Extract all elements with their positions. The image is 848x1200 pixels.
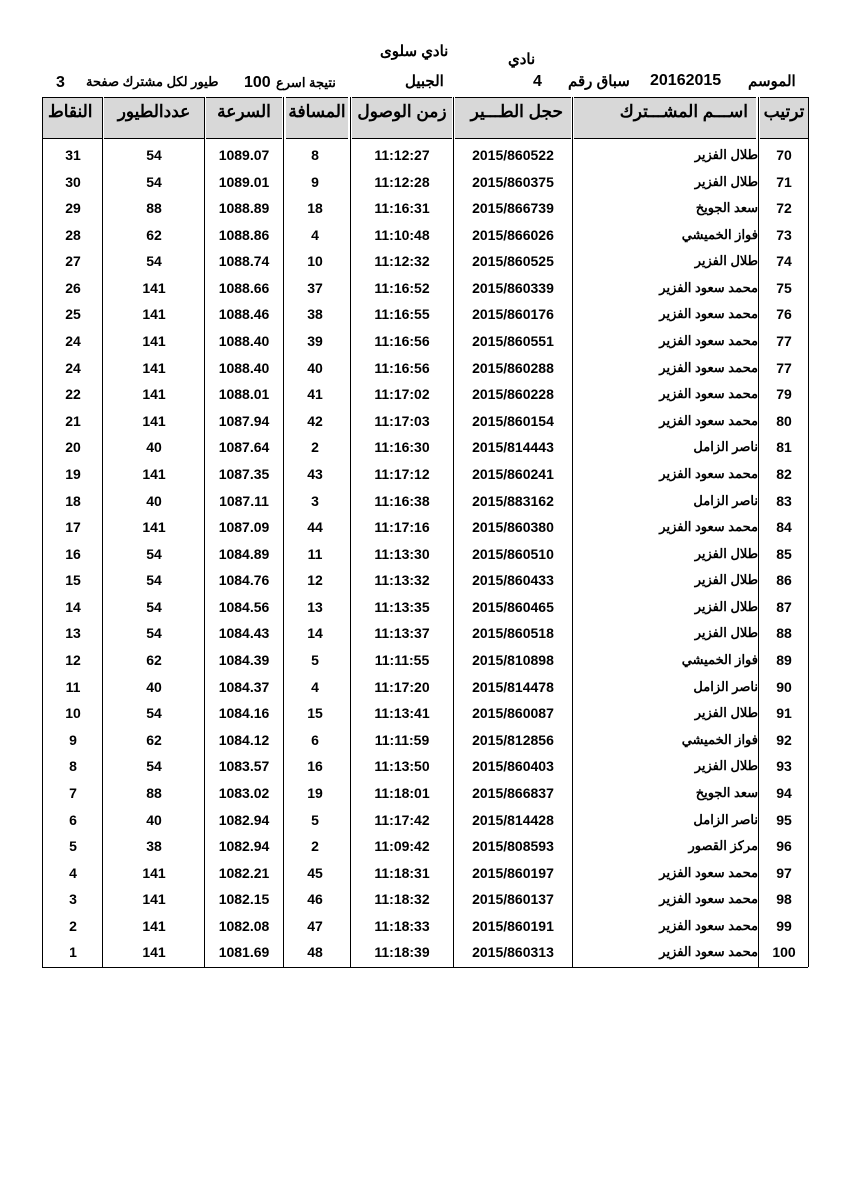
distance-cell: 43 xyxy=(307,465,323,482)
bird-count-cell: 62 xyxy=(146,226,162,243)
column-divider xyxy=(758,97,759,967)
rank-cell: 97 xyxy=(776,864,792,881)
speed-cell: 1084.56 xyxy=(218,598,270,615)
points-cell: 11 xyxy=(65,678,81,695)
speed-cell: 1088.46 xyxy=(218,306,270,323)
points-cell: 7 xyxy=(69,784,77,801)
bird-count-cell: 54 xyxy=(146,572,162,589)
distance-cell: 39 xyxy=(307,333,323,350)
points-cell: 3 xyxy=(69,891,77,908)
result-label: نتيجة اسرع xyxy=(276,75,336,90)
rank-cell: 94 xyxy=(776,784,792,801)
participant-name-cell: سعد الجويخ xyxy=(695,200,758,216)
speed-cell: 1087.94 xyxy=(218,412,270,429)
distance-cell: 14 xyxy=(307,625,323,642)
points-cell: 5 xyxy=(69,838,77,855)
speed-cell: 1088.86 xyxy=(218,226,270,243)
ring-number-cell: 2015/810898 xyxy=(472,652,554,669)
participant-name-cell: فواز الخميشي xyxy=(681,652,758,668)
participant-name-cell: محمد سعود الفزير xyxy=(659,279,758,295)
col-header-arrival-time: زمن الوصول xyxy=(352,97,452,139)
distance-cell: 9 xyxy=(311,173,319,190)
distance-cell: 15 xyxy=(307,705,323,722)
distance-cell: 19 xyxy=(307,784,323,801)
points-cell: 17 xyxy=(65,519,81,536)
bird-count-cell: 54 xyxy=(146,545,162,562)
participant-name-cell: محمد سعود الفزير xyxy=(659,519,758,535)
participant-name-cell: طلال الفزير xyxy=(694,705,758,721)
bird-count-cell: 40 xyxy=(146,439,162,456)
rank-cell: 85 xyxy=(776,545,792,562)
points-cell: 20 xyxy=(65,439,81,456)
ring-number-cell: 2015/860087 xyxy=(472,705,554,722)
distance-cell: 10 xyxy=(307,253,323,270)
ring-number-cell: 2015/860241 xyxy=(472,465,554,482)
season-label: الموسم xyxy=(748,73,796,90)
bird-count-cell: 141 xyxy=(142,306,166,323)
speed-cell: 1084.12 xyxy=(218,731,270,748)
ring-number-cell: 2015/860176 xyxy=(472,306,554,323)
points-cell: 10 xyxy=(65,705,81,722)
speed-cell: 1088.01 xyxy=(218,386,270,403)
rank-cell: 99 xyxy=(776,917,792,934)
participant-name-cell: مركز القصور xyxy=(688,838,758,854)
distance-cell: 5 xyxy=(311,811,319,828)
participant-name-cell: ناصر الزامل xyxy=(693,811,758,827)
rank-cell: 77 xyxy=(776,333,792,350)
speed-cell: 1084.37 xyxy=(218,678,270,695)
ring-number-cell: 2015/860403 xyxy=(472,758,554,775)
distance-cell: 13 xyxy=(307,598,323,615)
column-divider xyxy=(204,97,205,967)
participant-name-cell: محمد سعود الفزير xyxy=(659,412,758,428)
distance-cell: 46 xyxy=(307,891,323,908)
ring-number-cell: 2015/860510 xyxy=(472,545,554,562)
arrival-time-cell: 11:12:28 xyxy=(374,173,430,190)
speed-cell: 1082.94 xyxy=(218,838,270,855)
distance-cell: 40 xyxy=(307,359,323,376)
bird-count-cell: 40 xyxy=(146,811,162,828)
arrival-time-cell: 11:13:41 xyxy=(374,705,430,722)
ring-number-cell: 2015/812856 xyxy=(472,731,554,748)
arrival-time-cell: 11:13:35 xyxy=(374,598,430,615)
ring-number-cell: 2015/808593 xyxy=(472,838,554,855)
participant-name-cell: محمد سعود الفزير xyxy=(659,917,758,933)
points-cell: 22 xyxy=(65,386,81,403)
arrival-time-cell: 11:18:33 xyxy=(374,917,430,934)
distance-cell: 44 xyxy=(307,519,323,536)
speed-cell: 1084.76 xyxy=(218,572,270,589)
rank-cell: 80 xyxy=(776,412,792,429)
ring-number-cell: 2015/860380 xyxy=(472,519,554,536)
ring-number-cell: 2015/860522 xyxy=(472,147,554,163)
bird-count-cell: 54 xyxy=(146,758,162,775)
arrival-time-cell: 11:13:32 xyxy=(374,572,430,589)
distance-cell: 2 xyxy=(311,838,319,855)
result-count: 100 xyxy=(244,74,271,91)
speed-cell: 1087.11 xyxy=(219,492,269,509)
arrival-time-cell: 11:16:56 xyxy=(374,333,430,350)
participant-name-cell: طلال الفزير xyxy=(694,545,758,561)
speed-cell: 1081.69 xyxy=(218,944,270,961)
points-cell: 8 xyxy=(69,758,77,775)
points-cell: 9 xyxy=(69,731,77,748)
rank-cell: 88 xyxy=(776,625,792,642)
arrival-time-cell: 11:16:30 xyxy=(374,439,430,456)
arrival-time-cell: 11:17:02 xyxy=(374,386,430,403)
rank-cell: 74 xyxy=(776,253,792,270)
rank-cell: 84 xyxy=(776,519,792,536)
ring-number-cell: 2015/860375 xyxy=(472,173,554,190)
ring-number-cell: 2015/860288 xyxy=(472,359,554,376)
distance-cell: 47 xyxy=(307,917,323,934)
distance-cell: 5 xyxy=(311,652,319,669)
rank-cell: 77 xyxy=(776,359,792,376)
speed-cell: 1087.64 xyxy=(218,439,270,456)
distance-cell: 38 xyxy=(307,306,323,323)
points-cell: 14 xyxy=(65,598,81,615)
bird-count-cell: 88 xyxy=(146,784,162,801)
col-header-speed: السرعة xyxy=(206,97,282,139)
arrival-time-cell: 11:16:55 xyxy=(374,306,430,323)
col-header-name: اســـم المشـــترك xyxy=(574,97,756,139)
points-cell: 21 xyxy=(65,412,81,429)
distance-cell: 48 xyxy=(307,944,323,961)
ring-number-cell: 2015/814443 xyxy=(472,439,554,456)
ring-number-cell: 2015/860518 xyxy=(472,625,554,642)
arrival-time-cell: 11:18:39 xyxy=(374,944,430,961)
race-label: سباق رقم xyxy=(568,73,630,90)
participant-name-cell: ناصر الزامل xyxy=(693,678,758,694)
bird-count-cell: 62 xyxy=(146,731,162,748)
ring-number-cell: 2015/860465 xyxy=(472,598,554,615)
speed-cell: 1082.94 xyxy=(218,811,270,828)
bird-count-cell: 141 xyxy=(142,864,166,881)
participant-name-cell: طلال الفزير xyxy=(694,625,758,641)
arrival-time-cell: 11:09:42 xyxy=(374,838,430,855)
arrival-time-cell: 11:17:42 xyxy=(374,811,430,828)
rank-cell: 76 xyxy=(776,306,792,323)
ring-number-cell: 2015/866026 xyxy=(472,226,554,243)
participant-name-cell: محمد سعود الفزير xyxy=(659,386,758,402)
page-number: 3 xyxy=(56,74,65,91)
bird-count-cell: 141 xyxy=(142,519,166,536)
club-label: نادي xyxy=(508,51,536,68)
rank-cell: 87 xyxy=(776,598,792,615)
arrival-time-cell: 11:18:01 xyxy=(374,784,430,801)
race-number: 4 xyxy=(533,73,542,90)
rank-cell: 82 xyxy=(776,465,792,482)
bird-count-cell: 141 xyxy=(142,412,166,429)
points-cell: 4 xyxy=(69,864,77,881)
speed-cell: 1088.40 xyxy=(218,333,270,350)
rank-cell: 81 xyxy=(776,439,792,456)
ring-number-cell: 2015/860197 xyxy=(472,864,554,881)
arrival-time-cell: 11:13:30 xyxy=(374,545,430,562)
points-cell: 24 xyxy=(65,333,81,350)
rank-cell: 96 xyxy=(776,838,792,855)
points-cell: 2 xyxy=(69,917,77,934)
col-header-points: النقاط xyxy=(42,97,102,139)
rank-cell: 86 xyxy=(776,572,792,589)
ring-number-cell: 2015/814478 xyxy=(472,678,554,695)
distance-cell: 4 xyxy=(311,226,319,243)
bird-count-cell: 62 xyxy=(146,652,162,669)
points-cell: 29 xyxy=(65,200,81,217)
bird-count-cell: 40 xyxy=(146,678,162,695)
bird-count-cell: 141 xyxy=(142,891,166,908)
rank-cell: 100 xyxy=(772,944,796,961)
ring-number-cell: 2015/860191 xyxy=(472,917,554,934)
points-cell: 16 xyxy=(65,545,81,562)
distance-cell: 41 xyxy=(307,386,323,403)
ring-number-cell: 2015/866739 xyxy=(472,200,554,217)
bird-count-cell: 54 xyxy=(146,705,162,722)
participant-name-cell: محمد سعود الفزير xyxy=(659,891,758,907)
points-cell: 12 xyxy=(65,652,81,669)
points-cell: 31 xyxy=(65,147,81,163)
participant-name-cell: محمد سعود الفزير xyxy=(659,306,758,322)
speed-cell: 1088.74 xyxy=(218,253,270,270)
participant-name-cell: طلال الفزير xyxy=(694,253,758,269)
distance-cell: 6 xyxy=(311,731,319,748)
rank-cell: 83 xyxy=(776,492,792,509)
arrival-time-cell: 11:16:56 xyxy=(374,359,430,376)
rank-cell: 92 xyxy=(776,731,792,748)
arrival-time-cell: 11:12:27 xyxy=(374,147,430,163)
participant-name-cell: محمد سعود الفزير xyxy=(659,864,758,880)
bird-count-cell: 54 xyxy=(146,598,162,615)
arrival-time-cell: 11:11:55 xyxy=(374,652,430,669)
column-divider xyxy=(808,97,809,967)
ring-number-cell: 2015/866837 xyxy=(472,784,554,801)
points-cell: 18 xyxy=(65,492,81,509)
speed-cell: 1084.43 xyxy=(218,625,270,642)
participant-name-cell: محمد سعود الفزير xyxy=(659,944,758,960)
distance-cell: 11 xyxy=(307,545,323,562)
arrival-time-cell: 11:18:32 xyxy=(374,891,430,908)
speed-cell: 1082.08 xyxy=(218,917,270,934)
distance-cell: 8 xyxy=(311,147,319,163)
rank-cell: 95 xyxy=(776,811,792,828)
ring-number-cell: 2015/860228 xyxy=(472,386,554,403)
speed-cell: 1089.01 xyxy=(218,173,270,190)
distance-cell: 2 xyxy=(311,439,319,456)
column-divider xyxy=(102,97,103,967)
points-cell: 19 xyxy=(65,465,81,482)
ring-number-cell: 2015/814428 xyxy=(472,811,554,828)
points-cell: 30 xyxy=(65,173,81,190)
ring-number-cell: 2015/860551 xyxy=(472,333,554,350)
col-header-ring: حجل الطـــير xyxy=(455,97,571,139)
rank-cell: 89 xyxy=(776,652,792,669)
column-divider xyxy=(453,97,454,967)
arrival-time-cell: 11:13:50 xyxy=(374,758,430,775)
bird-count-cell: 40 xyxy=(146,492,162,509)
participant-name-cell: سعد الجويخ xyxy=(695,784,758,800)
speed-cell: 1082.21 xyxy=(218,864,270,881)
points-cell: 27 xyxy=(65,253,81,270)
bird-count-cell: 141 xyxy=(142,279,166,296)
column-divider xyxy=(283,97,284,967)
points-cell: 24 xyxy=(65,359,81,376)
arrival-time-cell: 11:17:12 xyxy=(374,465,430,482)
ring-number-cell: 2015/860137 xyxy=(472,891,554,908)
points-cell: 28 xyxy=(65,226,81,243)
participant-name-cell: طلال الفزير xyxy=(694,147,758,162)
bird-count-cell: 141 xyxy=(142,386,166,403)
arrival-time-cell: 11:18:31 xyxy=(374,864,430,881)
arrival-time-cell: 11:17:03 xyxy=(374,412,430,429)
rank-cell: 75 xyxy=(776,279,792,296)
column-divider xyxy=(572,97,573,967)
bird-count-cell: 54 xyxy=(146,173,162,190)
bird-count-cell: 38 xyxy=(146,838,162,855)
rank-cell: 91 xyxy=(776,705,792,722)
arrival-time-cell: 11:16:31 xyxy=(374,200,430,217)
rank-cell: 72 xyxy=(776,200,792,217)
bird-count-cell: 141 xyxy=(142,917,166,934)
arrival-time-cell: 11:16:52 xyxy=(374,279,430,296)
speed-cell: 1084.39 xyxy=(218,652,270,669)
rank-cell: 98 xyxy=(776,891,792,908)
birds-per-member-label: طيور لكل مشترك صفحة xyxy=(86,74,219,89)
distance-cell: 42 xyxy=(307,412,323,429)
speed-cell: 1083.57 xyxy=(218,758,270,775)
points-cell: 13 xyxy=(65,625,81,642)
rank-cell: 90 xyxy=(776,678,792,695)
ring-number-cell: 2015/860313 xyxy=(472,944,554,961)
participant-name-cell: فواز الخميشي xyxy=(681,226,758,242)
arrival-time-cell: 11:17:20 xyxy=(374,678,430,695)
points-cell: 26 xyxy=(65,279,81,296)
bird-count-cell: 54 xyxy=(146,147,162,163)
bird-count-cell: 54 xyxy=(146,253,162,270)
season-value: 20162015 xyxy=(650,72,722,89)
ring-number-cell: 2015/860339 xyxy=(472,279,554,296)
participant-name-cell: طلال الفزير xyxy=(694,173,758,189)
speed-cell: 1084.16 xyxy=(218,705,270,722)
arrival-time-cell: 11:17:16 xyxy=(374,519,430,536)
column-divider xyxy=(42,97,43,967)
col-header-rank: ترتيب xyxy=(760,97,808,139)
participant-name-cell: محمد سعود الفزير xyxy=(659,359,758,375)
arrival-time-cell: 11:16:38 xyxy=(374,492,430,509)
participant-name-cell: محمد سعود الفزير xyxy=(659,465,758,481)
rank-cell: 93 xyxy=(776,758,792,775)
distance-cell: 37 xyxy=(307,279,323,296)
rank-cell: 71 xyxy=(776,173,792,190)
bird-count-cell: 54 xyxy=(146,625,162,642)
participant-name-cell: طلال الفزير xyxy=(694,572,758,588)
distance-cell: 18 xyxy=(307,200,323,217)
bird-count-cell: 88 xyxy=(146,200,162,217)
speed-cell: 1083.02 xyxy=(218,784,270,801)
points-cell: 15 xyxy=(65,572,81,589)
bird-count-cell: 141 xyxy=(142,465,166,482)
points-cell: 1 xyxy=(69,944,77,961)
ring-number-cell: 2015/860154 xyxy=(472,412,554,429)
points-cell: 6 xyxy=(69,811,77,828)
distance-cell: 4 xyxy=(311,678,319,695)
participant-name-cell: محمد سعود الفزير xyxy=(659,333,758,349)
speed-cell: 1088.89 xyxy=(218,200,270,217)
arrival-time-cell: 11:12:32 xyxy=(374,253,430,270)
speed-cell: 1088.66 xyxy=(218,279,270,296)
bird-count-cell: 141 xyxy=(142,944,166,961)
bird-count-cell: 141 xyxy=(142,359,166,376)
speed-cell: 1082.15 xyxy=(218,891,270,908)
participant-name-cell: طلال الفزير xyxy=(694,598,758,614)
participant-name-cell: فواز الخميشي xyxy=(681,731,758,747)
distance-cell: 16 xyxy=(307,758,323,775)
bird-count-cell: 141 xyxy=(142,333,166,350)
col-header-birds: عددالطيور xyxy=(104,97,204,139)
distance-cell: 45 xyxy=(307,864,323,881)
rank-cell: 73 xyxy=(776,226,792,243)
participant-name-cell: ناصر الزامل xyxy=(693,492,758,508)
speed-cell: 1084.89 xyxy=(218,545,270,562)
speed-cell: 1087.35 xyxy=(218,465,270,482)
ring-number-cell: 2015/860525 xyxy=(472,253,554,270)
arrival-time-cell: 11:13:37 xyxy=(374,625,430,642)
arrival-time-cell: 11:10:48 xyxy=(374,226,430,243)
distance-cell: 12 xyxy=(307,572,323,589)
arrival-time-cell: 11:11:59 xyxy=(374,731,430,748)
participant-name-cell: ناصر الزامل xyxy=(693,439,758,455)
race-location: الجبيل xyxy=(405,73,444,90)
rank-cell: 79 xyxy=(776,386,792,403)
ring-number-cell: 2015/860433 xyxy=(472,572,554,589)
col-header-distance: المسافة xyxy=(286,97,348,139)
ring-number-cell: 2015/883162 xyxy=(472,492,554,509)
rank-cell: 70 xyxy=(776,147,792,163)
participant-name-cell: طلال الفزير xyxy=(694,758,758,774)
table-bottom-border xyxy=(42,967,808,968)
club-name: نادي سلوى xyxy=(380,43,449,60)
speed-cell: 1087.09 xyxy=(218,519,270,536)
speed-cell: 1088.40 xyxy=(218,359,270,376)
column-divider xyxy=(350,97,351,967)
speed-cell: 1089.07 xyxy=(218,147,270,163)
distance-cell: 3 xyxy=(311,492,319,509)
points-cell: 25 xyxy=(65,306,81,323)
